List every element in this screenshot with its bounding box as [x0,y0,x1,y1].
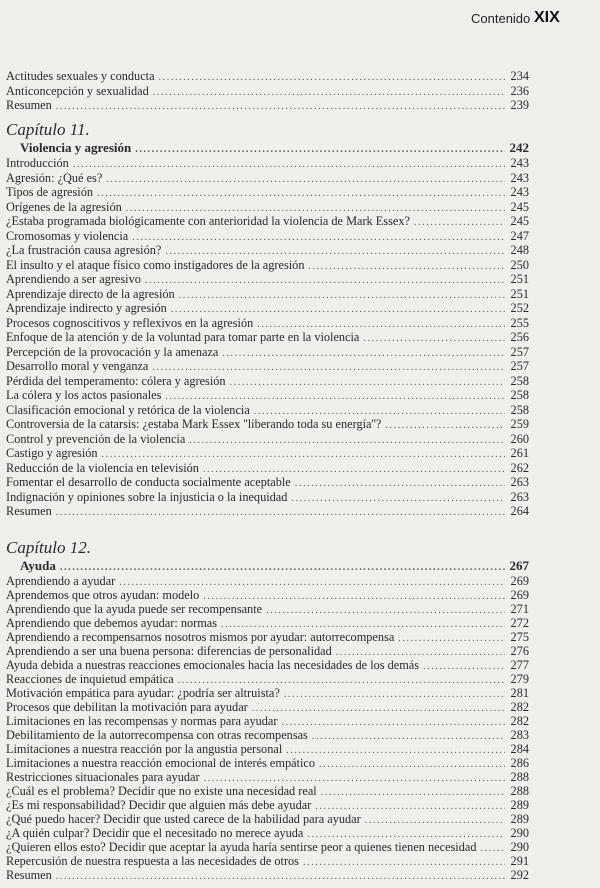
chapter-title-row [6,140,529,156]
entry-page: 245 [510,199,529,214]
entry-page: 258 [510,373,529,388]
toc-entry [6,98,529,113]
entry-title: Actitudes sexuales y conducta [6,69,155,83]
chapter-12 [6,538,529,882]
entry-title: Cromosomas y violencia [6,228,129,243]
entry-page: 252 [510,301,529,315]
toc-entry [6,475,529,490]
entry-title: Aprendizaje directo de la agresión [6,286,175,301]
dot-leader [398,632,505,646]
toc-entry [6,770,529,784]
dot-leader [230,376,505,391]
toc-entry [6,258,529,273]
entry-page: 251 [510,286,529,301]
chapter-label: Capítulo 11. [6,120,90,139]
entry-title: Aprendiendo a recompensarnos nosotros mismos por ayudar: autorrecompensa [6,630,395,644]
entry-page: 245 [510,214,529,228]
entry-page: 236 [510,83,529,98]
toc-entry [6,588,529,602]
entry-page: 271 [510,602,529,616]
entry-title: ¿A quién culpar? Decidir que el necesitado no merece ayuda [6,826,304,840]
toc-entry [6,316,529,331]
dot-leader [363,332,505,347]
entry-title: Procesos cognoscitivos y reflexivos en la agresión [6,315,254,330]
entry-page: 289 [510,798,529,812]
toc-entry [6,728,529,742]
toc-entry [6,185,529,200]
dot-leader [222,347,505,362]
entry-title: Aprendiendo a ayudar [6,574,116,588]
entry-page: 288 [510,784,529,798]
toc-entry [6,756,529,770]
dot-leader [60,560,505,576]
dot-leader [284,688,505,702]
entry-title: Castigo y agresión [6,446,98,460]
entry-title: Procesos que debilitan la motivación para ayudar [6,700,248,714]
dot-leader [385,419,505,434]
entry-page: 282 [510,700,529,714]
toc-entry [6,826,529,840]
dot-leader [252,702,505,716]
entry-title: Controversia de la catarsis: ¿estaba Mark Essex ''liberando toda su energía''? [6,417,382,431]
entry-page: 258 [510,388,529,402]
entry-title: Percepción de la provocación y la amenaza [6,344,219,359]
entry-title: Agresión: ¿Qué es? [6,170,103,185]
dot-leader [291,492,505,507]
entry-page: 269 [510,574,529,588]
toc-entry [6,359,529,374]
toc-entry [6,388,529,403]
chapter-title-row [6,558,529,574]
entry-page: 256 [510,330,529,344]
toc-entry [6,504,529,519]
toc-entry [6,812,529,826]
dot-leader [132,231,505,246]
entry-page: 262 [510,460,529,475]
entry-page: 248 [510,243,529,257]
dot-leader [56,506,505,521]
toc-entry [6,330,529,345]
dot-leader [56,100,505,115]
entry-title: Debilitamiento de la autorrecompensa con otras recompensas [6,728,308,742]
chapter-11 [6,120,529,519]
dot-leader [281,716,505,730]
toc-entry [6,644,529,658]
entry-title: Aprendiendo a ser agresivo [6,272,141,286]
dot-leader [480,842,505,856]
toc-entry [6,742,529,756]
chapter-title: Ayuda [20,558,56,573]
entry-page: 277 [510,658,529,672]
toc-entry [6,345,529,360]
entry-page: 257 [510,359,529,373]
entry-page: 264 [510,504,529,518]
chapter-12-entries [6,574,529,882]
toc-entry [6,432,529,447]
entry-page: 259 [510,417,529,431]
dot-leader [56,870,505,884]
toc-entry [6,461,529,476]
entry-title: Aprendiendo que la ayuda puede ser recompensante [6,602,263,616]
entry-title: Aprendiendo que debemos ayudar: normas [6,616,218,630]
entry-title: Motivación empática para ayudar: ¿podría ser altruista? [6,686,280,700]
entry-page: 243 [510,156,529,170]
chapter-label: Capítulo 12. [6,538,92,557]
toc-entry [6,798,529,812]
entry-title: Introducción [6,156,69,170]
entry-title: El insulto y el ataque físico como instigadores de la agresión [6,257,305,272]
entry-page: 292 [510,868,529,882]
entry-title: ¿La frustración causa agresión? [6,243,162,257]
entry-title: Resumen [6,504,52,518]
chapter-11-entries [6,156,529,519]
entry-page: 239 [510,98,529,112]
entry-page: 263 [510,475,529,489]
dot-leader [153,86,505,101]
toc-entry [6,840,529,854]
dot-leader [312,730,505,744]
toc-entry [6,374,529,389]
entry-page: 279 [510,672,529,686]
entry-title: Resumen [6,868,52,882]
page-number: XIX [534,9,560,26]
dot-leader [319,758,505,772]
toc-entry [6,490,529,505]
dot-leader [365,814,505,828]
entry-title: Ayuda debida a nuestras reacciones emocionales hacia las necesidades de los demás [6,658,420,672]
entry-title: ¿Quieren ellos esto? Decidir que aceptar la ayuda haría sentirse peor a quienes tienen necesidad [6,840,477,854]
dot-leader [189,434,505,449]
entry-page: 272 [510,616,529,630]
toc-entry [6,214,529,229]
entry-title: Desarrollo moral y venganza [6,359,149,373]
toc-entry [6,243,529,258]
entry-title: Pérdida del temperamento: cólera y agresión [6,373,226,388]
entry-title: ¿Qué puedo hacer? Decidir que usted carece de la habilidad para ayudar [6,812,361,826]
entry-title: Fomentar el desarrollo de conducta socialmente aceptable [6,475,291,489]
chapter-title: Violencia y agresión [20,140,132,155]
toc-entry [6,602,529,616]
toc-entry [6,417,529,432]
dot-leader [159,71,505,86]
entry-title: Indignación y opiniones sobre la injusticia o la inequidad [6,489,288,504]
entry-title: Limitaciones a nuestra reacción por la angustia personal [6,742,283,756]
dot-leader [414,216,505,231]
entry-title: Clasificación emocional y retórica de la violencia [6,402,250,417]
entry-page: 275 [510,630,529,644]
dot-leader [135,142,505,158]
entry-title: Restricciones situacionales para ayudar [6,770,200,784]
chapter-page: 267 [509,558,529,573]
toc-entry [6,574,529,588]
toc-entry [6,69,529,84]
entry-title: Resumen [6,98,52,112]
dot-leader [286,744,505,758]
entry-page: 251 [510,272,529,286]
toc-entry [6,672,529,686]
entry-page: 286 [510,756,529,770]
entry-title: ¿Estaba programada biológicamente con anterioridad la violencia de Mark Essex? [6,214,410,228]
dot-leader [145,274,505,289]
entry-title: Aprendizaje indirecto y agresión [6,301,167,315]
toc-entry [6,229,529,244]
toc-entry [6,658,529,672]
entry-page: 243 [510,170,529,185]
toc-entry [6,784,529,798]
entry-page: 257 [510,344,529,359]
entry-title: Anticoncepción y sexualidad [6,83,149,98]
entry-page: 243 [510,185,529,199]
entry-title: Limitaciones en las recompensas y normas para ayudar [6,714,278,728]
entry-title: Enfoque de la atención y de la voluntad para tomar parte en la violencia [6,330,360,344]
dot-leader [179,289,505,304]
entry-page: 263 [510,489,529,504]
entry-page: 283 [510,728,529,742]
toc-entry [6,200,529,215]
entry-title: Repercusión de nuestra respuesta a las necesidades de otros [6,854,299,868]
running-header [0,9,600,29]
entry-page: 276 [510,644,529,658]
entry-title: Tipos de agresión [6,185,93,199]
dot-leader [266,604,505,618]
dot-leader [321,786,505,800]
entry-title: ¿Cuál es el problema? Decidir que no existe una necesidad real [6,784,317,798]
toc-entry [6,714,529,728]
section-title: Contenido [471,11,531,26]
entry-page: 247 [510,228,529,243]
entry-title: Control y prevención de la violencia [6,431,186,446]
dot-leader [106,173,505,188]
entry-page: 281 [510,686,529,700]
toc-entry [6,700,529,714]
entry-page: 282 [510,714,529,728]
entry-title: Reacciones de inquietud empática [6,672,174,686]
toc-entry [6,854,529,868]
toc-entry [6,287,529,302]
entry-title: Aprendemos que otros ayudan: modelo [6,588,200,602]
entry-title: Aprendiendo a ser una buena persona: diferencias de personalidad [6,644,332,658]
toc-entry [6,156,529,171]
entry-page: 234 [510,69,529,83]
entry-page: 290 [510,826,529,840]
entry-page: 291 [510,854,529,868]
toc-entry [6,403,529,418]
entry-page: 290 [510,840,529,854]
toc-entry [6,630,529,644]
dot-leader [97,187,505,202]
dot-leader [308,260,505,275]
entry-title: La cólera y los actos pasionales [6,388,162,402]
dot-leader [295,477,505,492]
toc-entry [6,301,529,316]
toc-entry [6,84,529,99]
entry-page: 255 [510,315,529,330]
toc-entry [6,616,529,630]
entry-page: 258 [510,402,529,417]
entry-page: 289 [510,812,529,826]
entry-page: 261 [510,446,529,460]
toc-previous-chapter-entries [6,69,529,113]
toc-entry [6,272,529,287]
entry-page: 250 [510,257,529,272]
entry-page: 260 [510,431,529,446]
dot-leader [423,660,505,674]
dot-leader [303,856,505,870]
entry-title: ¿Es mi responsabilidad? Decidir que alguien más debe ayudar [6,798,312,812]
entry-title: Limitaciones a nuestra reacción emocional de interés empático [6,756,315,770]
entry-page: 269 [510,588,529,602]
chapter-page: 242 [509,140,529,155]
entry-page: 284 [510,742,529,756]
dot-leader [73,158,505,173]
toc-entry [6,171,529,186]
toc-entry [6,446,529,461]
toc-entry [6,868,529,882]
toc-entry [6,686,529,700]
entry-title: Reducción de la violencia en televisión [6,460,199,475]
entry-title: Orígenes de la agresión [6,199,122,214]
entry-page: 288 [510,770,529,784]
